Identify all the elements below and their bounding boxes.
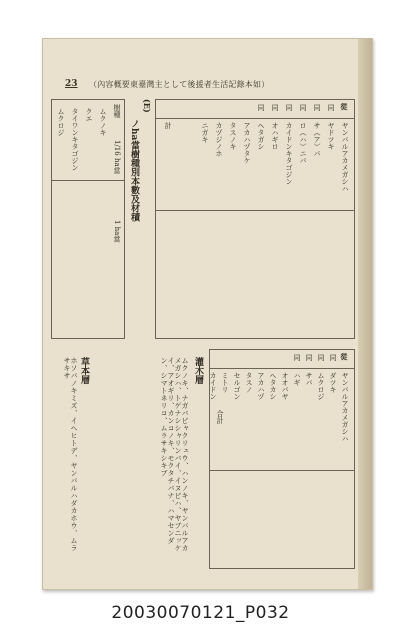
- species-name: ムクロジ: [317, 372, 325, 400]
- upper-right-species-table: [155, 99, 355, 339]
- species-name: ニガキ: [201, 122, 209, 143]
- upper-left-volume-table: [51, 99, 125, 339]
- col-species: 樹種: [113, 104, 121, 118]
- species-name: カイドン: [209, 372, 217, 400]
- tree-layer-heading: 灌木層: [193, 357, 203, 384]
- grass-layer-body: ホソバノキミズ、イヘヒトデ、ヤンバルハダカホウ、ムラサキサ: [63, 357, 78, 552]
- species-name: タスノ: [245, 372, 253, 393]
- upper-right-header-col: 從: [340, 103, 349, 110]
- species-name: アカハヅタケ: [243, 122, 251, 164]
- species-name: ヤンバルアカメガシハ: [341, 372, 349, 442]
- ditto-mark: 同: [271, 104, 279, 111]
- grass-layer-heading: 草本層: [79, 357, 89, 384]
- lower-right-species-table: [209, 349, 355, 569]
- species-name: カヅジノホ: [215, 122, 223, 157]
- ditto-mark: 同: [317, 354, 325, 361]
- unit-label: 1/16 ha當: [113, 140, 121, 174]
- ditto-mark: 同: [329, 354, 337, 361]
- section-e-label: (E): [142, 99, 152, 113]
- species-name: サバ: [305, 372, 313, 386]
- row-species: ムクノキ: [99, 108, 107, 136]
- running-title: （內容概要東臺灣主として後援者生活記錄本如）: [89, 80, 270, 89]
- lower-right-total: 合計: [216, 410, 224, 424]
- species-name: ヤンバルアカメガシハ: [341, 122, 349, 192]
- lower-right-header-col: 從: [340, 353, 349, 360]
- section-e-heading: ノha當樹種別本數及材積: [129, 119, 139, 222]
- species-name: タスノキ: [229, 122, 237, 150]
- image-caption: 20030070121_P032: [111, 603, 290, 623]
- row-species: クエ: [85, 108, 93, 122]
- row-species: タイワンキタゴジン: [71, 108, 79, 171]
- species-name: ロ（ハ）ニバ: [299, 122, 307, 164]
- row-species: ムクロジ: [57, 108, 65, 136]
- scanned-page: [42, 38, 373, 590]
- ditto-mark: 同: [313, 104, 321, 111]
- page-number: 23: [65, 79, 78, 89]
- upper-right-header-total: 計: [164, 122, 172, 129]
- ditto-mark: 同: [257, 104, 265, 111]
- unit-label-2: 1 ha當: [113, 220, 121, 243]
- page-header: [65, 79, 355, 93]
- species-name: オオバヤ: [281, 372, 289, 400]
- species-name: ダツキ: [329, 372, 337, 393]
- species-name: ヘタガシ: [257, 122, 265, 150]
- species-name: ヤドツキ: [327, 122, 335, 150]
- species-name: オハギロ: [271, 122, 279, 150]
- species-name: ハギ: [293, 372, 301, 386]
- ditto-mark: 同: [293, 354, 301, 361]
- species-name: アカハヅ: [257, 372, 265, 400]
- ditto-mark: 同: [299, 104, 307, 111]
- ditto-mark: 同: [327, 104, 335, 111]
- ditto-mark: 同: [305, 354, 313, 361]
- species-name: カイドンキタゴジン: [285, 122, 293, 185]
- tree-layer-body: ムクノキ、ナガバビャクリュウ、ハンノキ、ヤンバルアカメガシハ、トゲナシシャリンバイ、イヌビハ、ヤブニッケイ、アオギリ、カンコノキ、モクタチバナ、ハマセンダン、シマトネリコ、ムラサキシキブ: [160, 357, 189, 552]
- page-spine-shadow: [358, 39, 372, 589]
- species-name: ミトリ: [221, 372, 229, 393]
- species-name: サ（ア）バ: [313, 122, 321, 157]
- species-name: ヘタカシ: [269, 372, 277, 400]
- ditto-mark: 同: [285, 104, 293, 111]
- species-name: セルゴン: [233, 372, 241, 400]
